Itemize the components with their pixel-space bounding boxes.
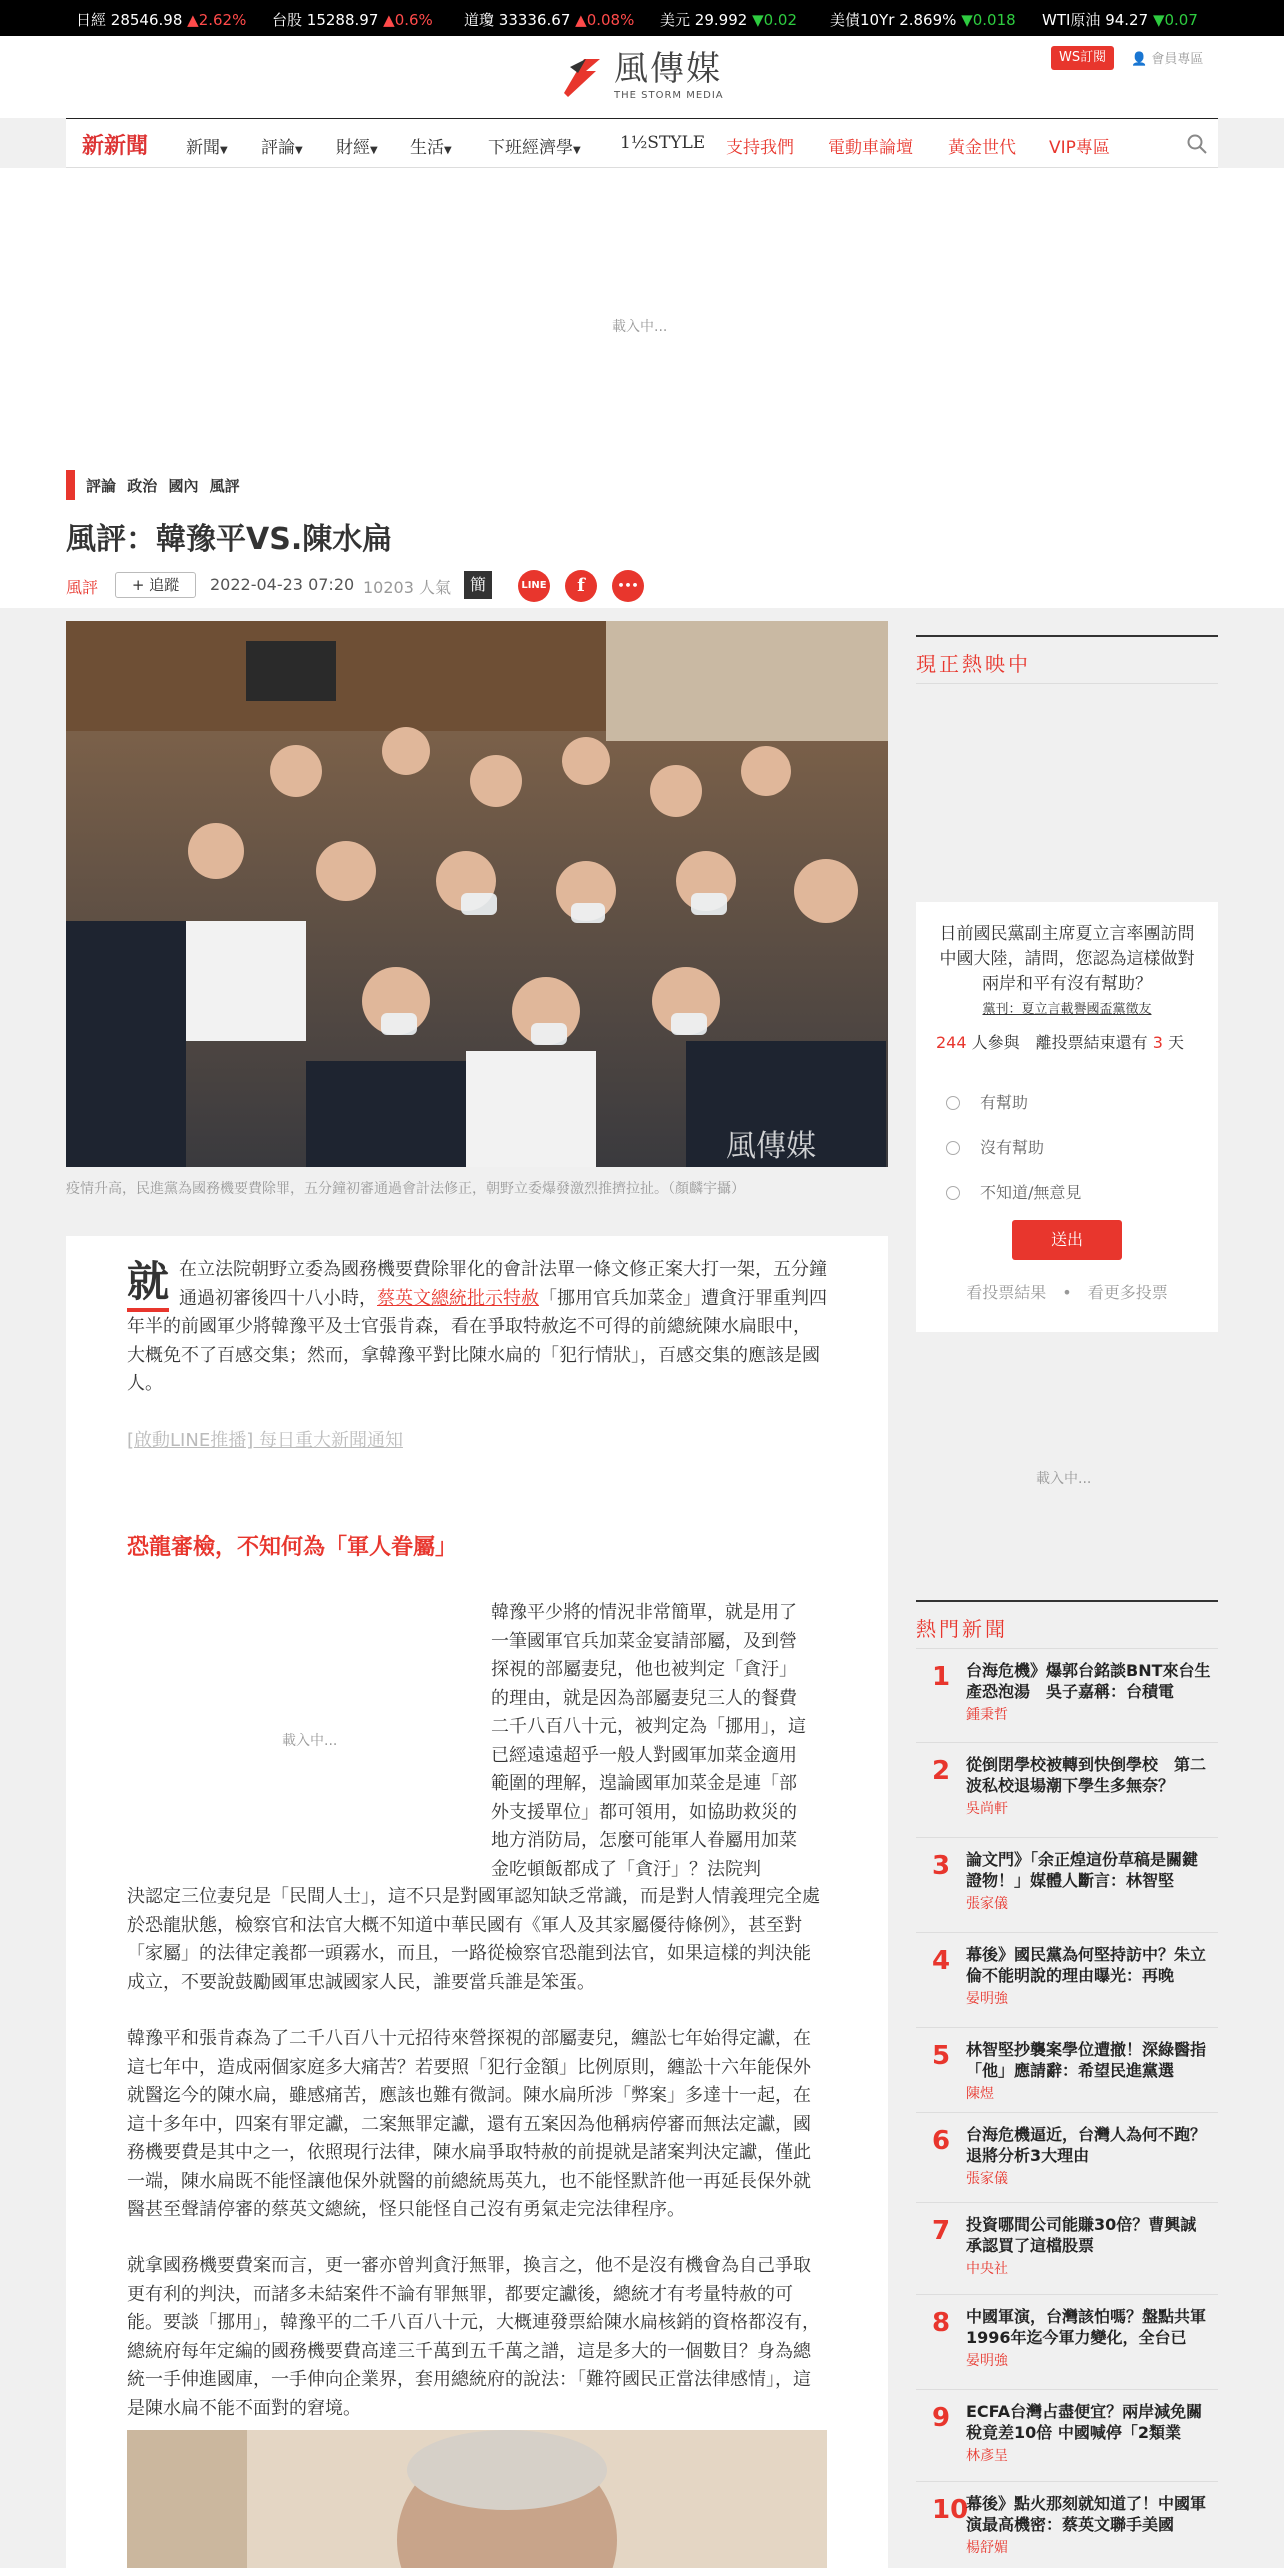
paragraph-3: 韓豫平和張肯森為了二千八百八十元招待來營探視的部屬妻兒，纏訟七年始得定讞，在這七年中，造成兩個家庭多大痛苦？若要照「犯行金額」比例原則，纏訟十六年能保外就醫迄今的陳水扁，雖感痛苦，應該也難有微詞。陳水扁所涉「弊案」多達十一起，在這十多年中，四案有罪定讞，二案無罪定讞，還有五案因為他稱病停審而無法定讞，國務機要費是其中之一，依照現行法律，陳水扁爭取特赦的前提就是諸案判決定讞，僅此一端，陳水扁既不能怪讓他保外就醫的前總統馬英九，也不能怪默許他一再延長保外就醫甚至聲請停審的蔡英文總統，怪只能怪自己沒有勇氣走完法律程序。 [127,2028,811,2220]
sidebar-divider [916,1648,1218,1649]
hot-news-item[interactable] [916,1936,1218,2016]
live-now-title: 現正熱映中 [916,652,1031,676]
hot-news-author[interactable]: 張家儀 [966,2171,1008,2187]
hot-news-divider [916,2027,1218,2028]
hot-news-author[interactable]: 陳煜 [966,2086,994,2102]
search-icon[interactable] [1186,133,1208,155]
share-facebook-icon[interactable]: f [565,570,597,602]
nav-item-vip[interactable]: VIP專區 [1049,138,1110,158]
nav-item-golden-gen[interactable]: 黃金世代 [948,138,1016,158]
hot-news-rank: 8 [932,2308,951,2338]
article-subhead: 恐龍審檢，不知何為「軍人眷屬」 [127,1535,458,1560]
poll-links: 看投票結果 • 看更多投票 [966,1283,1168,1302]
hot-news-rank: 5 [932,2041,951,2071]
view-count: 10203 人氣 [363,578,451,597]
hot-news-item[interactable] [916,2206,1218,2286]
follow-button[interactable]: + 追蹤 [115,572,196,598]
nav-item-support[interactable]: 支持我們 [726,138,794,158]
paragraph-4: 就拿國務機要費案而言，更一審亦曾判貪汙無罪，換言之，他不是沒有機會為自己爭取更有利的判決，而諸多未結案件不論有罪無罪，都要定讞後，總統才有考量特赦的可能。要談「挪用」，韓豫平的二千八百八十元，大概連發票給陳水扁核銷的資格都沒有，總統府每年定編的國務機要費高達三千萬到五千萬之譜，這是多大的一個數目？身為總統一手伸進國庫，一手伸向企業界，套用總統府的說法：「難符國民正當法律感情」，這是陳水扁不能不面對的窘境。 [127,2255,820,2419]
sidebar-rule [916,635,1218,637]
hot-news-author[interactable]: 鍾秉哲 [966,1707,1008,1723]
hot-news-rank: 4 [932,1946,951,1976]
nav-item-life[interactable]: 生活▼ [410,138,452,158]
hot-news-item[interactable] [916,1652,1218,1732]
hot-news-item[interactable] [916,1746,1218,1826]
hot-news-divider [916,1837,1218,1838]
site-logo[interactable] [556,50,724,101]
hot-news-divider [916,1932,1218,1933]
hot-news-item[interactable] [916,1841,1218,1921]
poll-submit-button[interactable]: 送出 [1012,1220,1122,1260]
hot-news-rank: 7 [932,2216,951,2246]
radio-button[interactable] [946,1096,960,1110]
market-ticker [0,0,1284,36]
article-categories[interactable]: 評論 政治 國內 風評 [86,477,240,495]
photo-watermark: 風傳媒 [726,1129,816,1164]
ticker-item[interactable]: 美債10Yr 2.869% ▼0.018 [830,11,1016,29]
poll-widget [916,902,1218,1332]
category-marker [66,470,75,500]
ticker-item[interactable]: WTI原油 94.27 ▼0.07 [1042,11,1198,29]
article-inline-photo [127,2430,827,2568]
simplified-chinese-toggle[interactable]: 簡 [464,571,492,599]
site-header [0,36,1284,118]
poll-results-link[interactable]: 看投票結果 [966,1283,1047,1302]
ticker-item[interactable]: 美元 29.992 ▼0.02 [660,11,798,29]
article-hero-photo [66,621,888,1167]
amnesty-link[interactable]: 蔡英文總統批示特赦 [377,1287,540,1309]
sidebar-ad-loading: 載入中... [1036,1471,1092,1487]
photo-caption: 疫情升高，民進黨為國務機要費除罪，五分鐘初審通過會計法修正，朝野立委爆發激烈推擠拉扯。（顏麟宇攝） [66,1181,745,1197]
hot-news-headline[interactable]: 論文門》「余正煌這份草稿是關鍵證物！」媒體人斷言：林智堅 [966,1850,1199,1890]
nav-item-style[interactable]: 1½STYLE [620,133,706,153]
hot-news-item[interactable] [916,2298,1218,2378]
author-link[interactable]: 風評 [66,578,99,597]
hot-news-author[interactable]: 張家儀 [966,1896,1008,1912]
hot-news-item[interactable] [916,2031,1218,2111]
paragraph-2: 決認定三位妻兒是「民間人士」，這不只是對國軍認知缺乏常識，而是對人情義理完全處於恐龍狀態，檢察官和法官大概不知道中華民國有《軍人及其家屬優待條例》，甚至對「家屬」的法律定義都一頭霧水，而且，一路從檢察官恐龍到法官，如果這樣的判決能成立，不要說鼓勵國軍忠誠國家人民，誰要當兵誰是笨蛋。 [127,1886,820,1993]
nav-item-opinion[interactable]: 評論▼ [261,138,303,158]
hot-news-author[interactable]: 吳尚軒 [966,1801,1008,1817]
ticker-item[interactable]: 台股 15288.97 ▲0.6% [272,11,433,29]
ws-subscribe-button[interactable]: WS訂閱 [1051,46,1114,70]
xinxinwen-logo[interactable]: 新新聞 [82,133,149,159]
hot-news-item[interactable] [916,2393,1218,2473]
hot-news-author[interactable]: 楊舒媚 [966,2540,1008,2556]
hot-news-headline[interactable]: 幕後》點火那刻就知道了！中國軍演最高機密：蔡英文聯手美國 [966,2494,1207,2534]
hot-news-headline[interactable]: 林智堅抄襲案學位遭撤！深綠醫指「他」應請辭：希望民進黨選 [966,2040,1207,2080]
sidebar-divider [916,683,1218,684]
nav-item-finance[interactable]: 財經▼ [336,138,378,158]
hot-news-item[interactable] [916,2116,1218,2196]
nav-item-economics[interactable]: 下班經濟學▼ [488,138,581,158]
hot-news-divider [916,2112,1218,2113]
poll-stats: 244 人參與 離投票結束還有 3 天 [936,1033,1185,1052]
line-notify-link[interactable]: [啟動LINE推播] 每日重大新聞通知 [127,1430,403,1451]
hot-news-author[interactable]: 中央社 [966,2261,1008,2277]
sidebar-rule [916,1600,1218,1602]
paragraph-2-wrap: 韓豫平少將的情況非常簡單，就是用了一筆國軍官兵加菜金宴請部屬，及到營探視的部屬妻兒，他也被判定「貪汙」的理由，就是因為部屬妻兒三人的餐費二千八百八十元，被判定為「挪用」，這已經遠遠超乎一般人對國軍加菜金適用範圍的理解，遑論國軍加菜金是連「部外支援單位」都可領用，如協助救災的地方消防局，怎麼可能軍人眷屬用加菜金吃頓飯都成了「貪汙」？法院判 [491,1602,806,1880]
hot-news-headline[interactable]: 中國軍演，台灣該怕嗎？盤點共軍1996年迄今軍力變化，全台已 [966,2307,1207,2347]
hot-news-item[interactable] [916,2485,1218,2565]
hot-news-divider [916,1742,1218,1743]
poll-option[interactable]: 沒有幫助 [946,1135,1044,1158]
hot-news-headline[interactable]: 從倒閉學校被轉到快倒學校 第二波私校退場潮下學生多無奈？ [966,1755,1207,1795]
ad-loading-text: 載入中... [612,319,668,335]
logo-chinese: 風傳媒 [614,49,722,89]
paragraph-1: 就 在立法院朝野立委為國務機要費除罪化的會計法單一條文修正案大打一架，五分鐘通過初審後四十八小時，蔡英文總統批示特赦「挪用官兵加菜金」遭貪汙罪重判四年半的前國軍少將韓豫平及士官張肯森，看在爭取特赦迄不可得的前總統陳水扁眼中，大概免不了百感交集；然而，拿韓豫平對比陳水扁的「犯行情狀」，百感交集的應該是國人。 [127,1257,828,1394]
top-ad-slot [0,168,1284,478]
radio-button[interactable] [946,1141,960,1155]
hot-news-title: 熱門新聞 [916,1617,1008,1641]
share-more-icon[interactable]: ••• [612,570,644,602]
hot-news-rank: 2 [932,1756,951,1786]
poll-question: 日前國民黨副主席夏立言率團訪問中國大陸，請問，您認為這樣做對兩岸和平有沒有幫助？ [939,924,1195,994]
main-nav [66,118,1218,168]
article-title: 風評：韓豫平VS.陳水扁 [66,522,393,557]
hot-news-author[interactable]: 林彥呈 [966,2448,1008,2464]
hot-news-rank: 1 [932,1662,951,1692]
hot-news-author[interactable]: 晏明強 [966,2353,1008,2369]
hot-news-rank: 6 [932,2126,951,2156]
ticker-item[interactable]: 道瓊 33336.67 ▲0.08% [464,11,635,29]
ticker-item[interactable]: 日經 28546.98 ▲2.62% [76,11,247,29]
poll-option[interactable]: 有幫助 [946,1090,1028,1113]
inline-ad-loading: 載入中... [282,1733,338,1749]
storm-logo-icon [556,51,606,101]
hot-news-author[interactable]: 晏明強 [966,1991,1008,2007]
publish-date: 2022-04-23 07:20 [210,575,355,594]
hot-news-headline[interactable]: ECFA台灣占盡便宜？兩岸減免關稅竟差10倍 中國喊停「2類業 [966,2402,1203,2442]
nav-item-ev-forum[interactable]: 電動車論壇 [828,138,913,158]
radio-button[interactable] [946,1186,960,1200]
hot-news-headline[interactable]: 台海危機逼近，台灣人為何不跑？退將分析3大理由 [966,2125,1207,2165]
share-line-icon[interactable]: LINE [518,570,550,602]
hot-news-rank: 10 [932,2495,969,2525]
hot-news-rank: 9 [932,2403,951,2433]
hot-news-divider [916,2481,1218,2482]
hot-news-rank: 3 [932,1851,951,1881]
hot-news-divider [916,2294,1218,2295]
hot-news-divider [916,2202,1218,2203]
poll-source-link[interactable]: 黨刊：夏立言載譽國盃黨徵友 [982,1002,1152,1017]
hot-news-headline[interactable]: 投資哪間公司能賺30倍？曹興誠承認買了這檔股票 [966,2215,1197,2255]
hot-news-divider [916,2389,1218,2390]
user-icon: 👤 [1131,52,1148,67]
member-link[interactable]: 👤 會員專區 [1131,52,1204,67]
more-polls-link[interactable]: 看更多投票 [1087,1283,1168,1302]
hot-news-headline[interactable]: 幕後》國民黨為何堅持訪中？朱立倫不能明說的理由曝光：再晚 [966,1945,1207,1985]
drop-cap: 就 [127,1256,169,1312]
nav-item-news[interactable]: 新聞▼ [186,138,228,158]
poll-option[interactable]: 不知道/無意見 [946,1180,1081,1203]
logo-english: THE STORM MEDIA [614,90,724,101]
hot-news-headline[interactable]: 台海危機》爆郭台銘談BNT來台生產恐泡湯 吳子嘉稱：台積電 [966,1661,1211,1701]
